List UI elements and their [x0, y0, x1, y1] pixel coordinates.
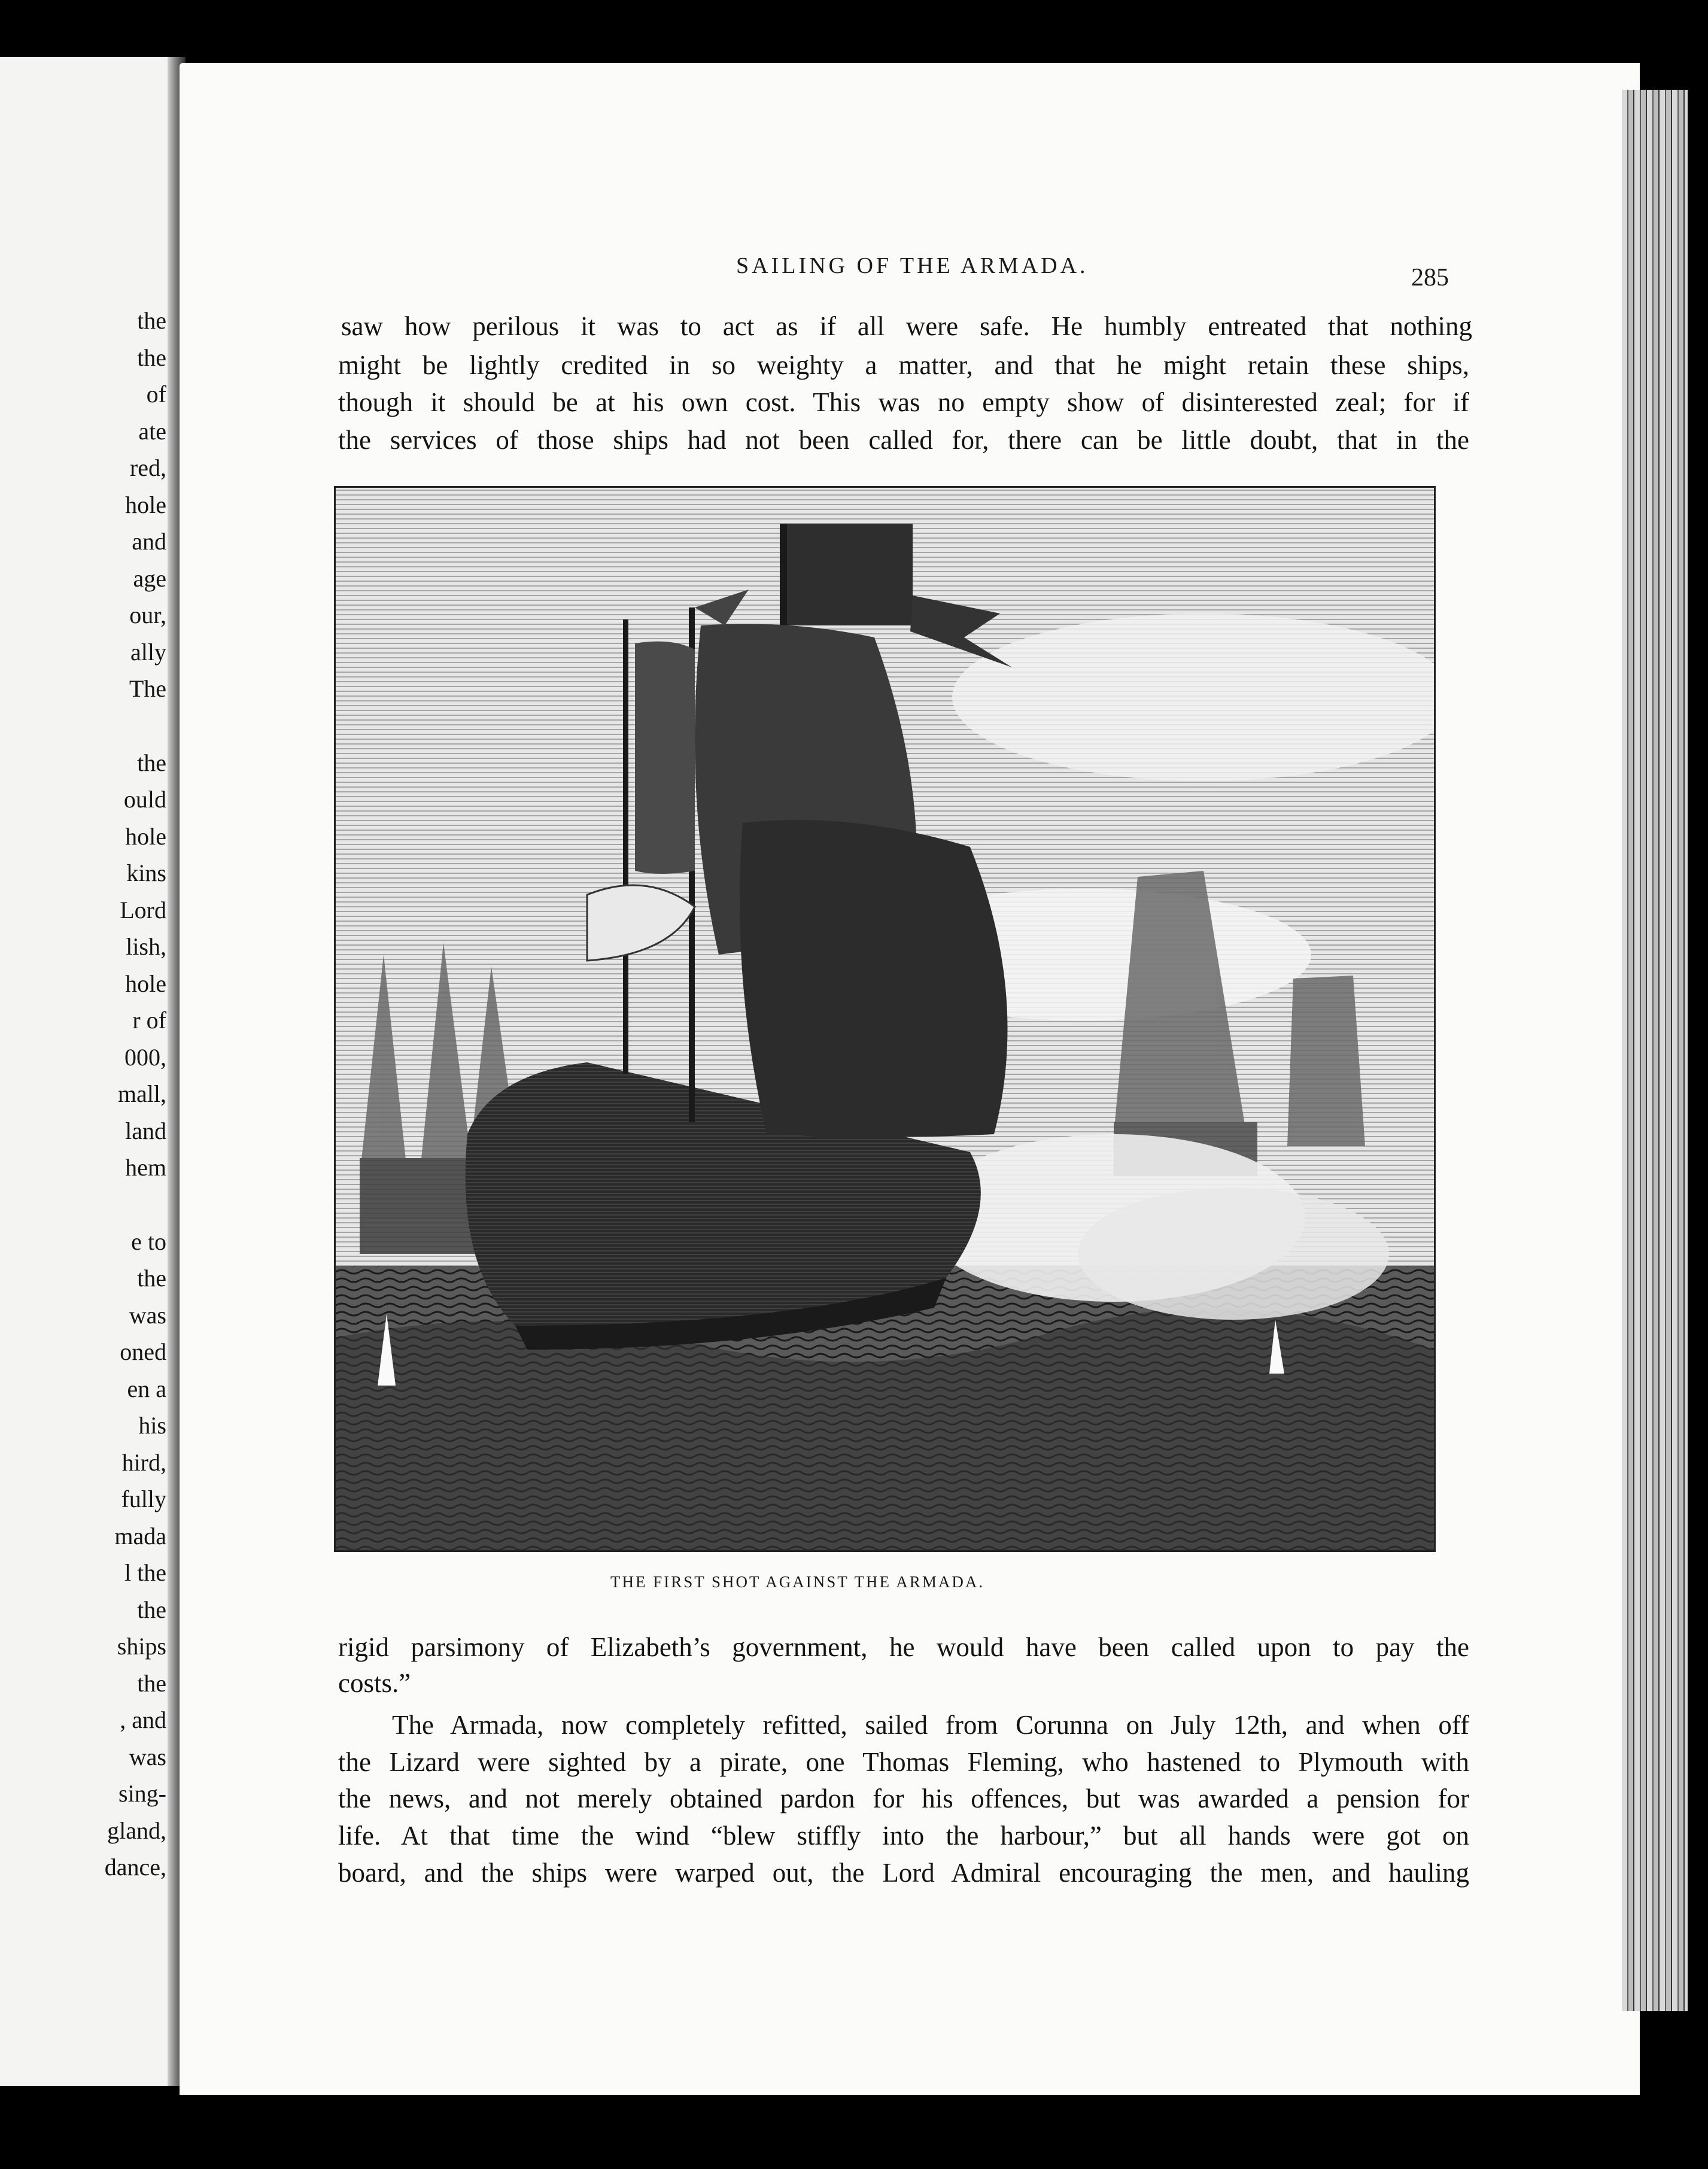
left-page-line-end: of: [146, 381, 166, 408]
left-page-line-end: mall,: [117, 1080, 166, 1107]
left-page-line-end: the: [137, 1669, 166, 1697]
left-page-line-end: was: [129, 1743, 166, 1770]
left-page-line-end: land: [125, 1117, 166, 1144]
body-line: the Lizard were sighted by a pirate, one Thomas Fleming, who hastened to Plymouth with: [338, 1747, 1469, 1777]
left-page-line-end: fully: [121, 1486, 166, 1512]
left-page-line-end: hole: [125, 822, 166, 850]
body-line: the services of those ships had not been called for, there can be little doubt, that in the: [338, 425, 1469, 455]
left-page-line-end: ally: [130, 638, 166, 666]
left-page-line-end: hole: [125, 491, 166, 518]
body-line: life. At that time the wind “blew stiffly into the harbour,” but all hands were got on: [338, 1821, 1469, 1851]
body-line: the news, and not merely obtained pardon for his offences, but was awarded a pension for: [338, 1784, 1469, 1813]
ship-engraving-image: [336, 488, 1434, 1550]
left-page-line-end: the: [137, 749, 166, 776]
left-page-line-end: sing-: [118, 1780, 166, 1807]
left-page-line-end: age: [133, 564, 166, 592]
body-line: costs.”: [338, 1668, 411, 1698]
left-page-line-end: our,: [129, 602, 166, 628]
illustration-caption: THE FIRST SHOT AGAINST THE ARMADA.: [610, 1573, 985, 1591]
left-page-line-end: gland,: [107, 1816, 166, 1844]
page-number: 285: [1411, 264, 1449, 291]
engraving-illustration: [334, 486, 1436, 1552]
left-page-line-end: en a: [127, 1375, 166, 1402]
left-page-line-end: The: [129, 675, 166, 702]
running-head: SAILING OF THE ARMADA.: [736, 253, 1089, 278]
body-line: board, and the ships were warped out, the Lord Admiral encouraging the men, and hauling: [338, 1858, 1469, 1888]
left-page-line-end: kins: [126, 859, 166, 886]
left-page-line-end: the: [137, 1265, 166, 1292]
body-line: though it should be at his own cost. This was no empty show of disinterested zeal; for if: [338, 387, 1469, 417]
left-page-line-end: the: [137, 1596, 166, 1623]
left-page-line-end: l the: [124, 1559, 166, 1586]
left-page-line-ends: [11, 302, 166, 1886]
left-page-line-end: e to: [131, 1228, 166, 1255]
page-edges: [1622, 90, 1688, 2011]
left-page-line-end: hird,: [121, 1448, 166, 1476]
left-page-line-end: 000,: [124, 1043, 166, 1071]
body-line: saw how perilous it was to act as if all were safe. He humbly entreated that nothing: [341, 311, 1472, 341]
left-page-line-end: , and: [120, 1706, 166, 1733]
left-page-line-end: ate: [138, 417, 166, 445]
left-page-line-end: the: [137, 307, 166, 334]
left-page-line-end: hole: [125, 970, 166, 997]
body-line: The Armada, now completely refitted, sailed from Corunna on July 12th, and when off: [392, 1710, 1469, 1740]
left-page-line-end: hem: [125, 1154, 166, 1181]
left-page-line-end: and: [132, 528, 166, 555]
left-page-line-end: ships: [117, 1633, 166, 1660]
left-page-line-end: lish,: [126, 933, 166, 960]
left-page-line-end: dance,: [104, 1854, 166, 1881]
left-page-line-end: oned: [120, 1338, 166, 1365]
body-line: might be lightly credited in so weighty a matter, and that he might retain these ships,: [338, 350, 1469, 380]
left-page-line-end: was: [129, 1301, 166, 1329]
body-line: rigid parsimony of Elizabeth’s government, he would have been called upon to pay the: [338, 1632, 1469, 1662]
left-page-line-end: red,: [129, 454, 166, 481]
left-page-line-end: Lord: [120, 896, 166, 924]
left-page-line-end: his: [138, 1412, 166, 1439]
left-page-fragment: [0, 57, 180, 2086]
left-page-line-end: ould: [123, 786, 166, 813]
left-page-line-end: r of: [132, 1007, 166, 1034]
left-page-line-end: mada: [114, 1522, 166, 1550]
left-page-line-end: the: [137, 344, 166, 371]
